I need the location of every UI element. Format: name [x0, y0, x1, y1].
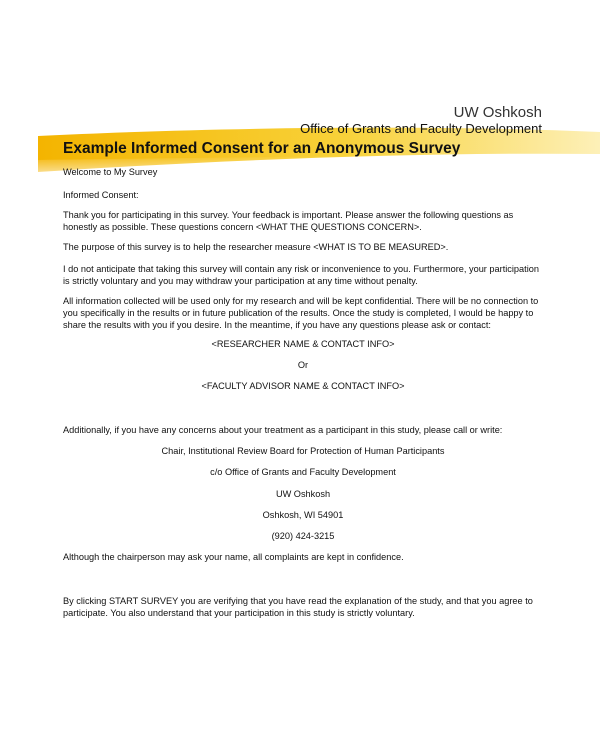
org-name: UW Oshkosh: [453, 104, 542, 121]
researcher-contact: <RESEARCHER NAME & CONTACT INFO>: [211, 339, 395, 349]
thanks-paragraph: Thank you for participating in this survey. Your feedback is important. Please answer the following questions as honestly as possible. These questions concern <WHAT THE QUESTIONS CONCERN>.: [63, 210, 514, 232]
confidential-paragraph: All information collected will be used only for my research and will be kept confidential. There will be no connection to you specifically in the results or in future publication of the results. Once the study is completed, I would be happy to share the results with you if you desire. In the meantime, if you have any questions please ask or contact:: [63, 296, 539, 330]
office-name: Office of Grants and Faculty Development: [300, 121, 542, 136]
or-text: Or: [297, 360, 309, 370]
start-survey-paragraph: By clicking START SURVEY you are verifying that you have read the explanation of the study, and that you agree to participate. You also understand that your participation in this study is strictly voluntary.: [63, 596, 533, 618]
welcome-text: Welcome to My Survey: [63, 167, 158, 177]
document-title: Example Informed Consent for an Anonymous Survey: [63, 140, 461, 157]
address-org: UW Oshkosh: [275, 489, 331, 499]
co-office: c/o Office of Grants and Faculty Development: [210, 467, 396, 477]
concerns-paragraph: Additionally, if you have any concerns about your treatment as a participant in this study, please call or write:: [63, 425, 503, 435]
phone-number: (920) 424-3215: [271, 531, 335, 541]
irb-chair: Chair, Institutional Review Board for Protection of Human Participants: [161, 446, 445, 456]
address-city: Oshkosh, WI 54901: [262, 510, 344, 520]
chairperson-note: Although the chairperson may ask your name, all complaints are kept in confidence.: [63, 552, 404, 562]
advisor-contact: <FACULTY ADVISOR NAME & CONTACT INFO>: [201, 381, 405, 391]
informed-consent-label: Informed Consent:: [63, 190, 139, 200]
risk-paragraph: I do not anticipate that taking this survey will contain any risk or inconvenience to you. Furthermore, your participation is strictly voluntary and you may withdraw your participation at any time without penalty.: [63, 264, 539, 286]
purpose-paragraph: The purpose of this survey is to help the researcher measure <WHAT IS TO BE MEASURED>.: [63, 242, 449, 252]
